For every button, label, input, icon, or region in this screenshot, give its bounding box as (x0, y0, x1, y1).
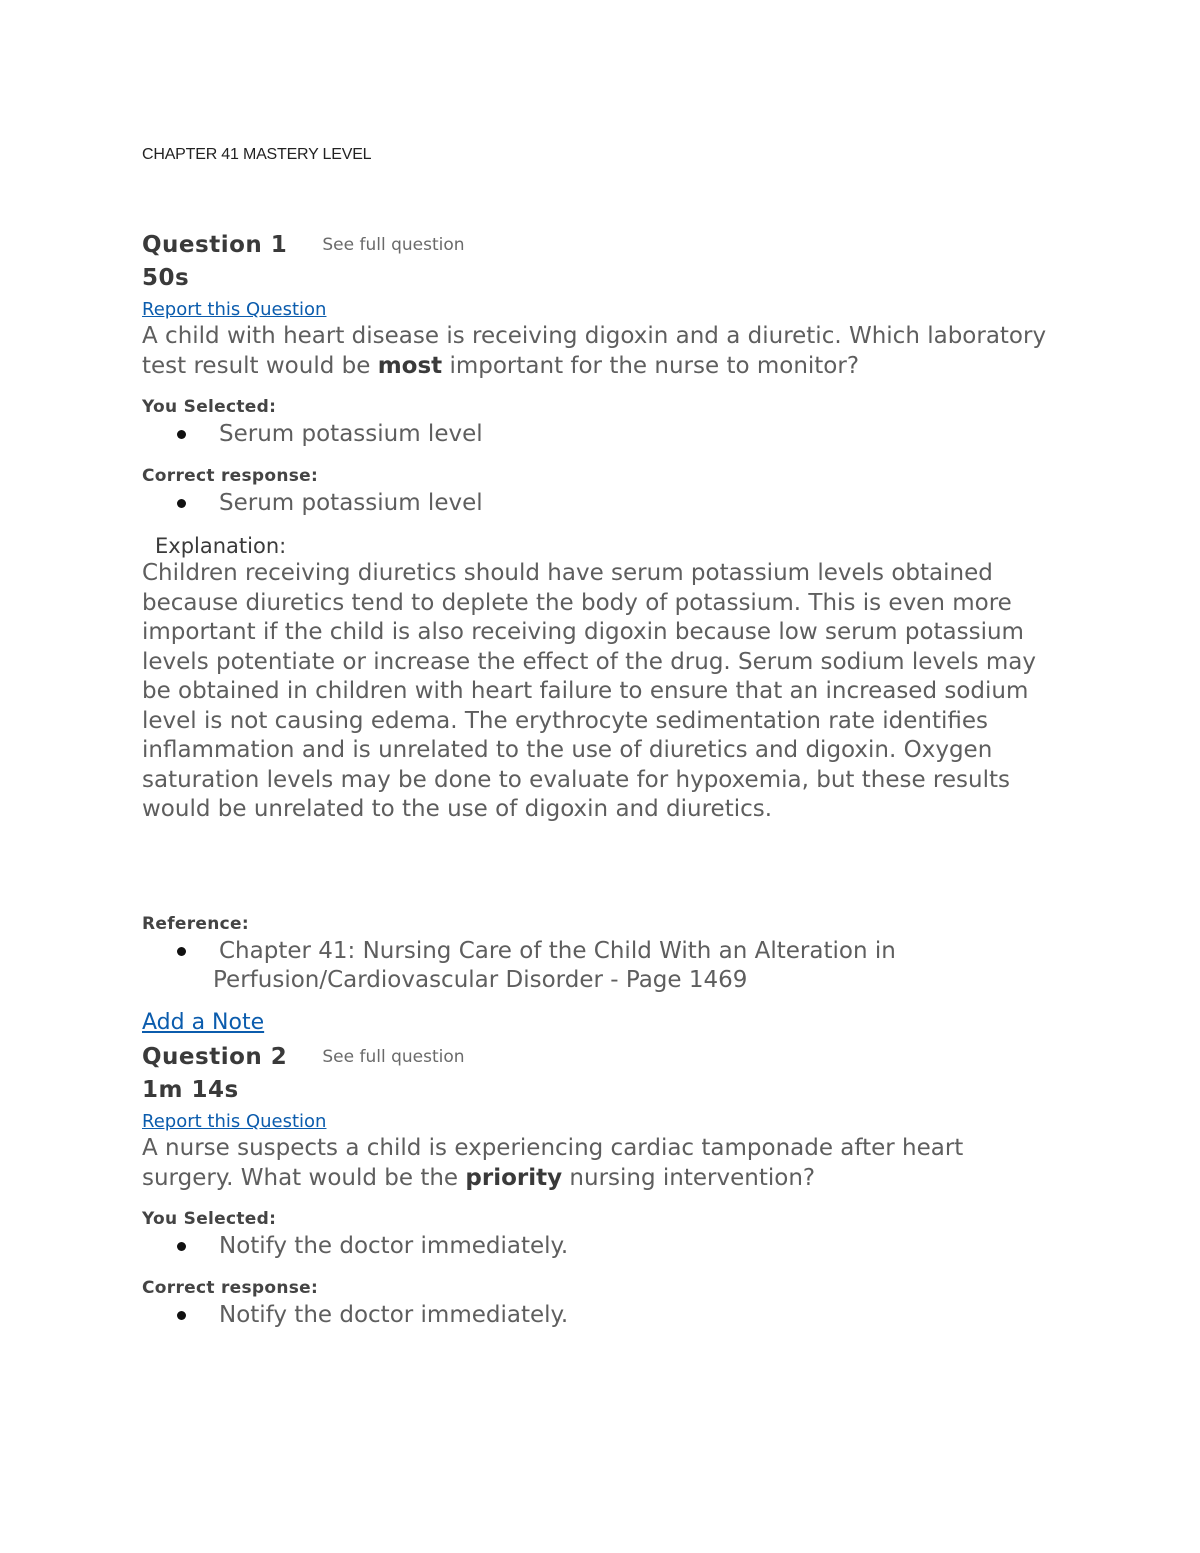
question-1-header (142, 230, 465, 262)
question-2-text: A nurse suspects a child is experiencing cardiac tamponade after heart surgery. What would be the priority nursing intervention? (142, 1135, 964, 1191)
question-2-timer: 1m 14s (142, 1077, 239, 1103)
add-note-link[interactable]: Add a Note (142, 1010, 265, 1035)
question-2-header (142, 1042, 465, 1074)
question-1-selected-label: You Selected: (142, 397, 277, 417)
question-1-correct-label: Correct response: (142, 466, 319, 486)
bullet-icon (177, 499, 186, 508)
question-1-explanation-label: Explanation: (155, 534, 287, 558)
question-1-text: A child with heart disease is receiving digoxin and a diuretic. Which laboratory test result would be most important for the nurse to monitor? (142, 323, 1047, 379)
document-title: CHAPTER 41 MASTERY LEVEL (142, 146, 372, 163)
question-1-reference-label: Reference: (142, 914, 249, 934)
question-2-see-full-link[interactable]: See full question (322, 1047, 465, 1067)
question-1-emphasis: most (377, 353, 443, 379)
question-1-timer: 50s (142, 265, 190, 291)
bullet-icon (177, 1242, 186, 1251)
question-2-title: Question 2 (142, 1044, 288, 1070)
question-2-report-link[interactable]: Report this Question (142, 1111, 327, 1132)
question-1-explanation: Children receiving diuretics should have serum potassium levels obtained because diuretics tend to deplete the body of potassium. This is even more important if the child is also receiving digoxin because low serum potassium levels potentiate or increase the effect of the drug. Serum sodium levels may be obtained in children with heart failure to ensure that an increased sodium level is not causing edema. The erythrocyte sedimentation rate identifies inflammation and is unrelated to the use of diuretics and digoxin. Oxygen saturation levels may be done to evaluate for hypoxemia, but these results would be unrelated to the use of digoxin and diuretics. (142, 560, 1036, 822)
bullet-icon (177, 1311, 186, 1320)
bullet-icon (177, 430, 186, 439)
question-2-correct-label: Correct response: (142, 1278, 319, 1298)
bullet-icon (177, 947, 186, 956)
question-1-title: Question 1 (142, 232, 288, 258)
question-2-emphasis: priority (465, 1165, 563, 1191)
question-1-see-full-link[interactable]: See full question (322, 235, 465, 255)
question-1-report-link[interactable]: Report this Question (142, 299, 327, 320)
question-2-selected-label: You Selected: (142, 1209, 277, 1229)
